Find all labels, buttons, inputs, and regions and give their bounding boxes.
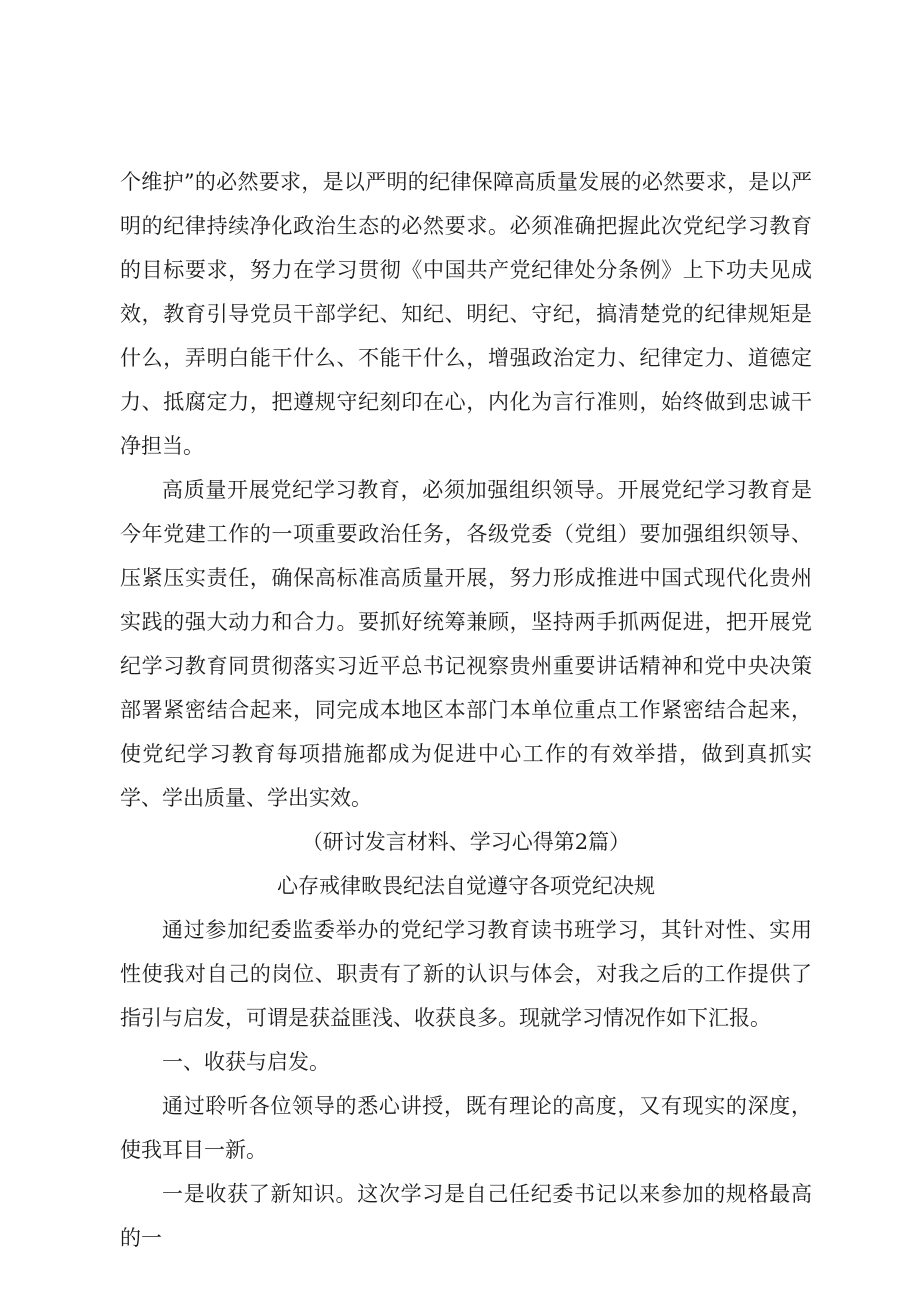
paragraph-new-knowledge: 一是收获了新知识。这次学习是自己任纪委书记以来参加的规格最高的一	[120, 1182, 812, 1250]
document-body	[120, 160, 812, 1260]
section-heading-gains: 一、收获与启发。	[162, 1050, 330, 1074]
article-title: 心存戒律畋畏纪法自觉遵守各项党纪决规	[277, 874, 655, 898]
paragraph-intro: 通过参加纪委监委举办的党纪学习教育读书班学习，其针对性、实用性使我对自己的岗位、职责有了新的认识与体会，对我之后的工作提供了指引与启发，可谓是获益匪浅、收获良多。现就学习情况作如下汇报。	[120, 918, 812, 1030]
section-label: （研讨发言材料、学习心得第2篇）	[301, 830, 631, 854]
paragraph-continuation: 个维护”的必然要求，是以严明的纪律保障高质量发展的必然要求，是以严明的纪律持续净化政治生态的必然要求。必须准确把握此次党纪学习教育的目标要求，努力在学习贯彻《中国共产党纪律处分条例》上下功夫见成效，教育引导党员干部学纪、知纪、明纪、守纪，搞清楚党的纪律规矩是什么，弄明白能干什么、不能干什么，增强政治定力、纪律定力、道德定力、抵腐定力，把遵规守纪刻印在心，内化为言行准则，始终做到忠诚干净担当。	[120, 170, 812, 458]
paragraph-lectures: 通过聆听各位领导的悉心讲授，既有理论的高度，又有现实的深度，使我耳目一新。	[120, 1094, 812, 1162]
paragraph-organization-leadership: 高质量开展党纪学习教育，必须加强组织领导。开展党纪学习教育是今年党建工作的一项重要政治任务，各级党委（党组）要加强组织领导、压紧压实责任，确保高标准高质量开展，努力形成推进中国式现代化贵州实践的强大动力和合力。要抓好统筹兼顾，坚持两手抓两促进，把开展党纪学习教育同贯彻落实习近平总书记视察贵州重要讲话精神和党中央决策部署紧密结合起来，同完成本地区本部门本单位重点工作紧密结合起来，使党纪学习教育每项措施都成为促进中心工作的有效举措，做到真抓实学、学出质量、学出实效。	[120, 478, 812, 810]
